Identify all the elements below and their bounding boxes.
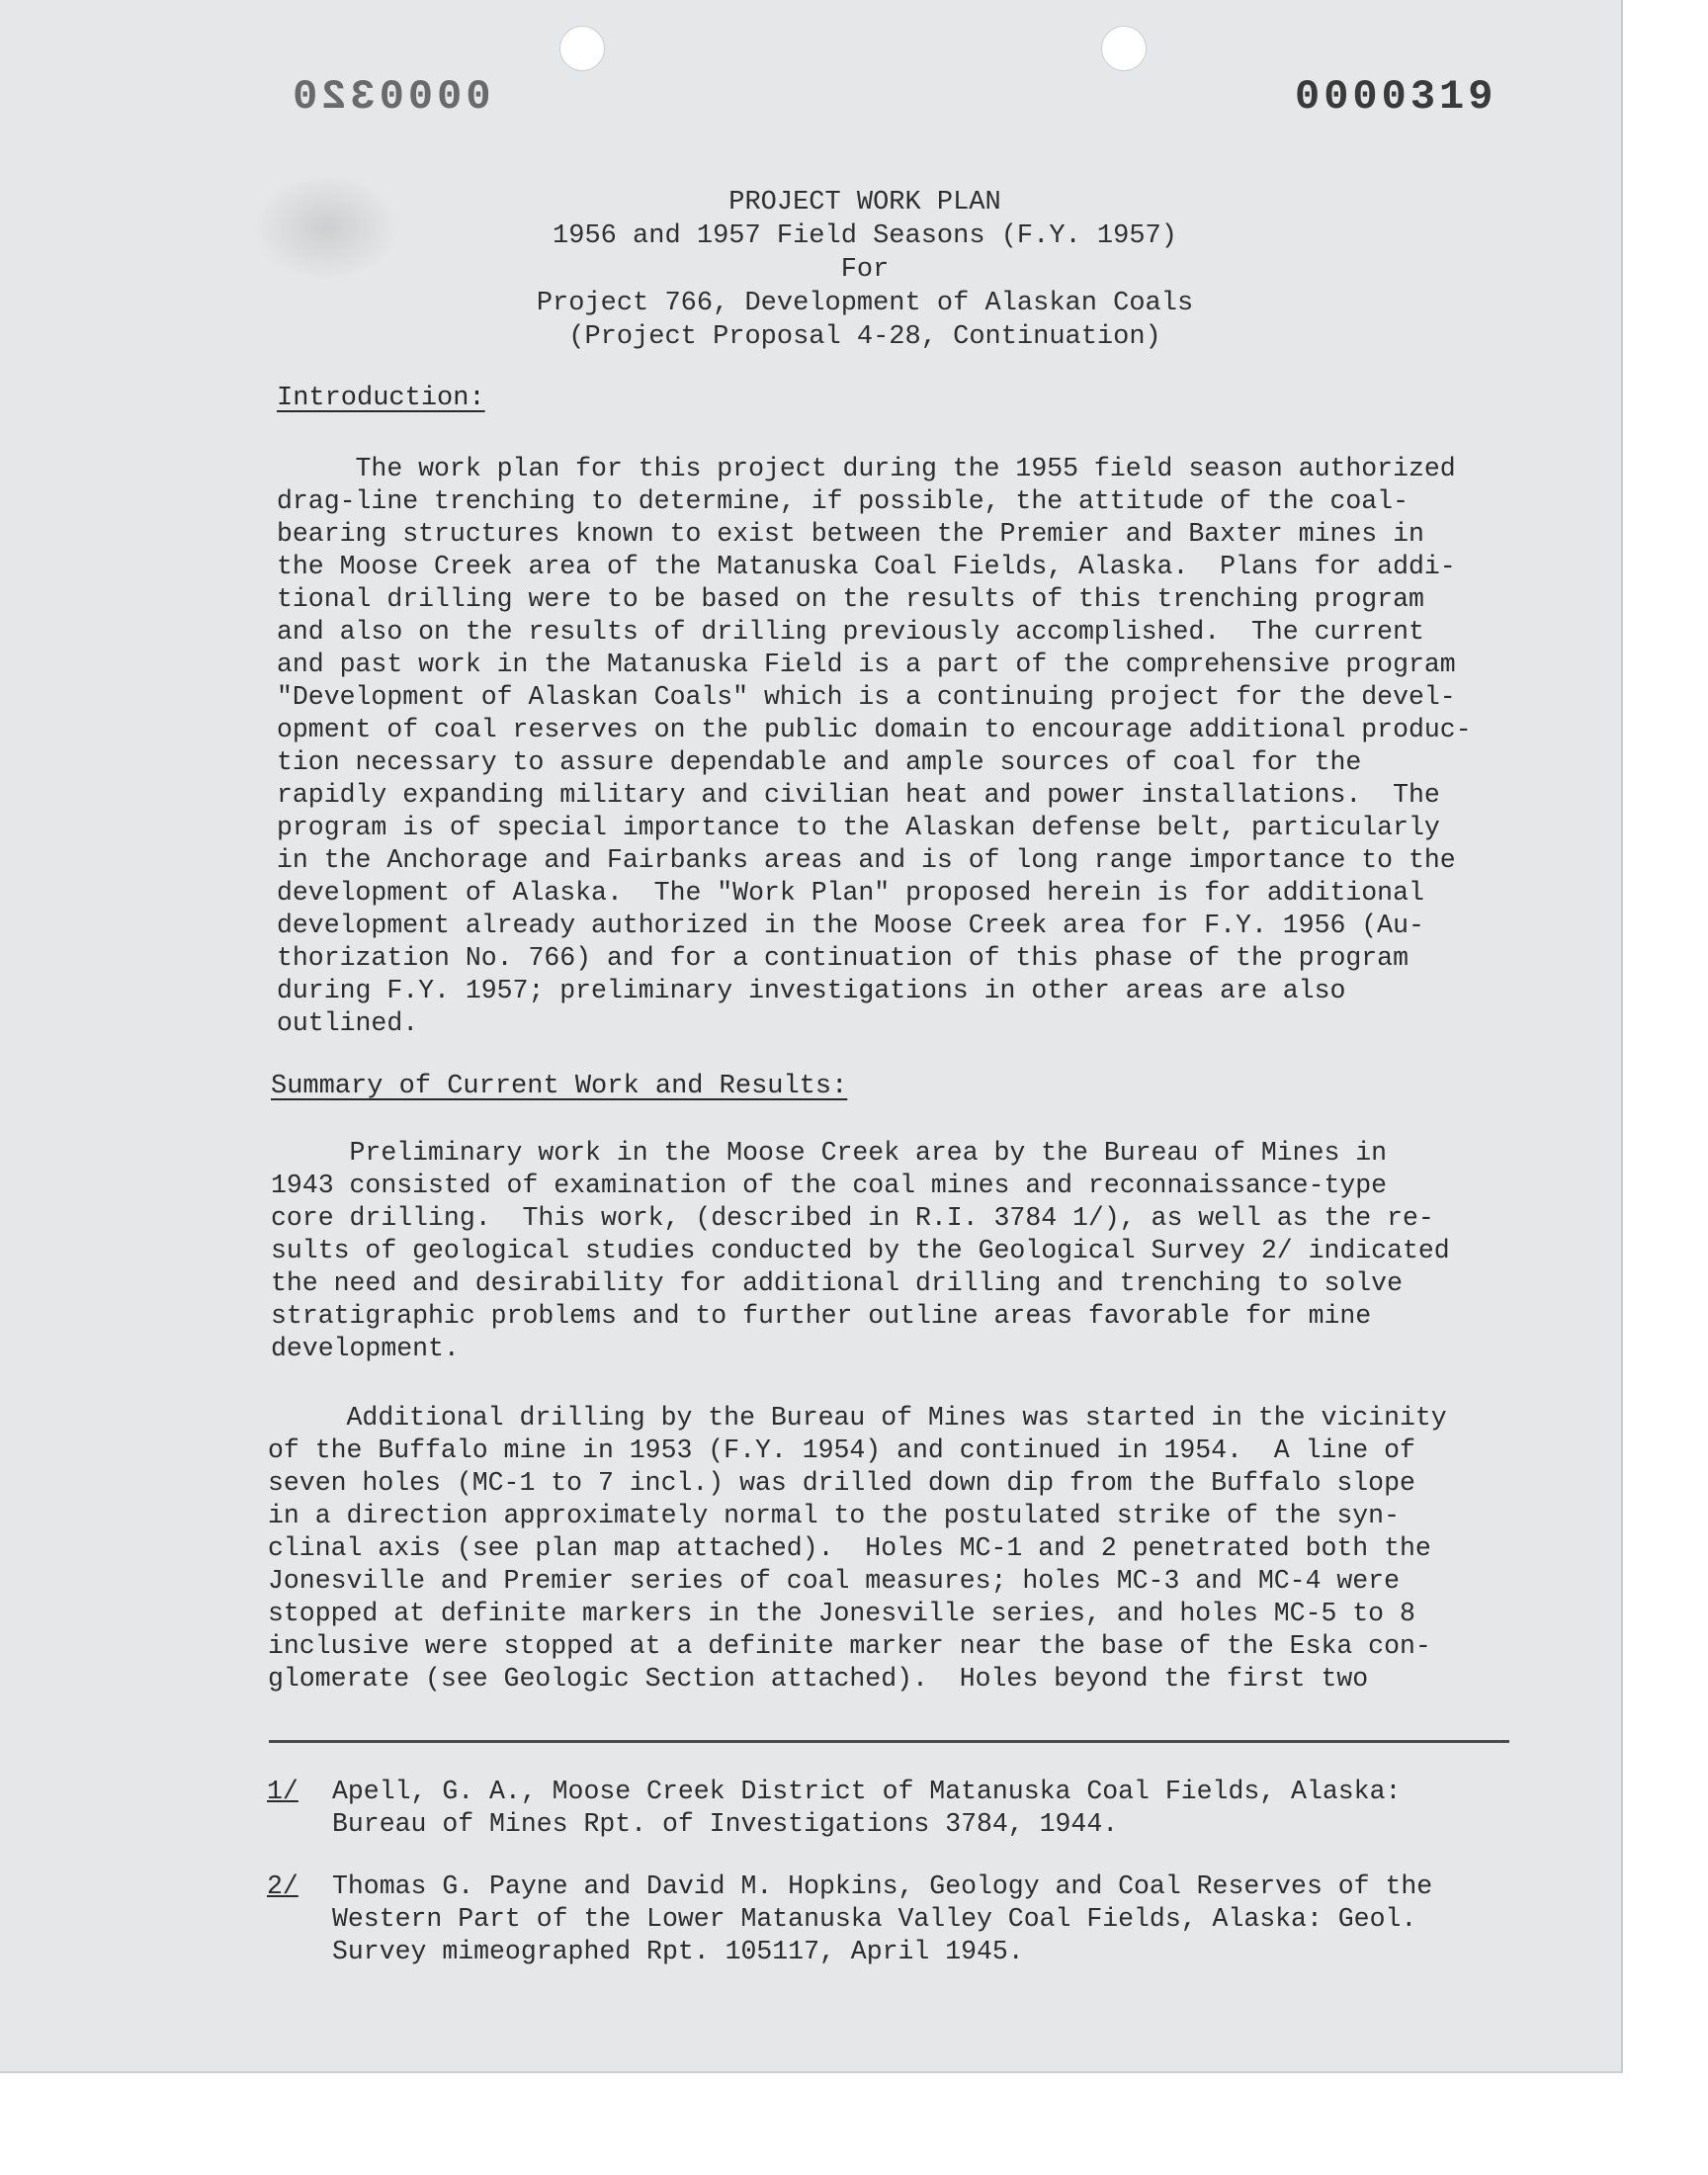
- text-line: in a direction approximately normal to the postulated strike of the syn-: [268, 1501, 1400, 1530]
- text-line: development of Alaska. The "Work Plan" proposed herein is for additional: [277, 878, 1424, 908]
- title-line-2: 1956 and 1957 Field Seasons (F.Y. 1957): [553, 221, 1177, 251]
- text-line: outlined.: [277, 1008, 419, 1038]
- text-line: program is of special importance to the Alaskan defense belt, particularly: [277, 813, 1440, 842]
- text-line: development already authorized in the Moose Creek area for F.Y. 1956 (Au-: [277, 911, 1424, 940]
- text-line: sults of geological studies conducted by the Geological Survey 2/ indicated: [271, 1236, 1450, 1265]
- text-line: and also on the results of drilling previously accomplished. The current: [277, 617, 1424, 647]
- page-number-mirrored: 0000320: [289, 73, 491, 121]
- text-line: Jonesville and Premier series of coal measures; holes MC-3 and MC-4 were: [268, 1566, 1400, 1596]
- introduction-heading: Introduction:: [277, 384, 485, 413]
- text-line: inclusive were stopped at a definite marker near the base of the Eska con-: [268, 1631, 1431, 1661]
- text-line: Western Part of the Lower Matanuska Valley Coal Fields, Alaska: Geol.: [332, 1904, 1417, 1934]
- text-line: stopped at definite markers in the Jonesville series, and holes MC-5 to 8: [268, 1599, 1415, 1628]
- text-line: seven holes (MC-1 to 7 incl.) was drilled down dip from the Buffalo slope: [268, 1468, 1415, 1498]
- text-line: Preliminary work in the Moose Creek area by the Bureau of Mines in: [271, 1138, 1388, 1168]
- text-line: The work plan for this project during the 1955 field season authorized: [277, 454, 1456, 483]
- footnote-divider: [269, 1740, 1509, 1743]
- text-line: drag-line trenching to determine, if possible, the attitude of the coal-: [277, 486, 1409, 516]
- text-line: Survey mimeographed Rpt. 105117, April 1945.: [332, 1937, 1024, 1966]
- punch-hole-left: [559, 26, 605, 71]
- text-line: tional drilling were to be based on the results of this trenching program: [277, 584, 1424, 614]
- text-line: of the Buffalo mine in 1953 (F.Y. 1954) and continued in 1954. A line of: [268, 1436, 1415, 1465]
- text-line: glomerate (see Geologic Section attached). Holes beyond the first two: [268, 1664, 1369, 1694]
- summary-heading: Summary of Current Work and Results:: [271, 1072, 848, 1101]
- text-line: clinal axis (see plan map attached). Holes MC-1 and 2 penetrated both the: [268, 1533, 1431, 1563]
- title-line-5: (Project Proposal 4-28, Continuation): [568, 322, 1161, 352]
- text-line: the need and desirability for additional drilling and trenching to solve: [271, 1268, 1403, 1298]
- title-line-3: For: [840, 255, 890, 285]
- title-line-1: PROJECT WORK PLAN: [728, 188, 1001, 218]
- text-line: development.: [271, 1334, 460, 1363]
- punch-hole-right: [1101, 26, 1147, 71]
- text-line: Bureau of Mines Rpt. of Investigations 3784, 1944.: [332, 1809, 1119, 1839]
- text-line: tion necessary to assure dependable and ample sources of coal for the: [277, 747, 1362, 777]
- text-line: Thomas G. Payne and David M. Hopkins, Geology and Coal Reserves of the: [332, 1871, 1433, 1901]
- title-line-4: Project 766, Development of Alaskan Coals: [536, 289, 1194, 318]
- footnote-mark: 2/: [267, 1871, 299, 1901]
- text-line: thorization No. 766) and for a continuation of this phase of the program: [277, 943, 1409, 973]
- text-line: opment of coal reserves on the public domain to encourage additional produc-: [277, 715, 1472, 744]
- text-line: Apell, G. A., Moose Creek District of Matanuska Coal Fields, Alaska:: [332, 1777, 1402, 1806]
- text-line: bearing structures known to exist between the Premier and Baxter mines in: [277, 519, 1424, 549]
- footnote-mark: 1/: [267, 1777, 299, 1806]
- text-line: during F.Y. 1957; preliminary investigations in other areas are also: [277, 976, 1346, 1005]
- text-line: "Development of Alaskan Coals" which is a continuing project for the devel-: [277, 682, 1456, 712]
- footnote-text: [332, 1776, 1401, 1841]
- text-line: 1943 consisted of examination of the coal mines and reconnaissance-type: [271, 1171, 1388, 1200]
- summary-paragraph-2: [268, 1402, 1447, 1696]
- text-line: core drilling. This work, (described in R.I. 3784 1/), as well as the re-: [271, 1203, 1434, 1233]
- text-line: the Moose Creek area of the Matanuska Coal Fields, Alaska. Plans for addi-: [277, 552, 1456, 581]
- footnote-text: [332, 1870, 1432, 1968]
- introduction-paragraph: [277, 453, 1472, 1040]
- text-line: rapidly expanding military and civilian heat and power installations. The: [277, 780, 1440, 810]
- document-title: [297, 186, 1433, 354]
- summary-paragraph-1: [271, 1137, 1450, 1365]
- page-number: 0000319: [1295, 73, 1497, 121]
- text-line: stratigraphic problems and to further outline areas favorable for mine: [271, 1301, 1372, 1331]
- text-line: and past work in the Matanuska Field is a part of the comprehensive program: [277, 650, 1456, 679]
- text-line: in the Anchorage and Fairbanks areas and is of long range importance to the: [277, 845, 1456, 875]
- text-line: Additional drilling by the Bureau of Mines was started in the vicinity: [268, 1403, 1447, 1433]
